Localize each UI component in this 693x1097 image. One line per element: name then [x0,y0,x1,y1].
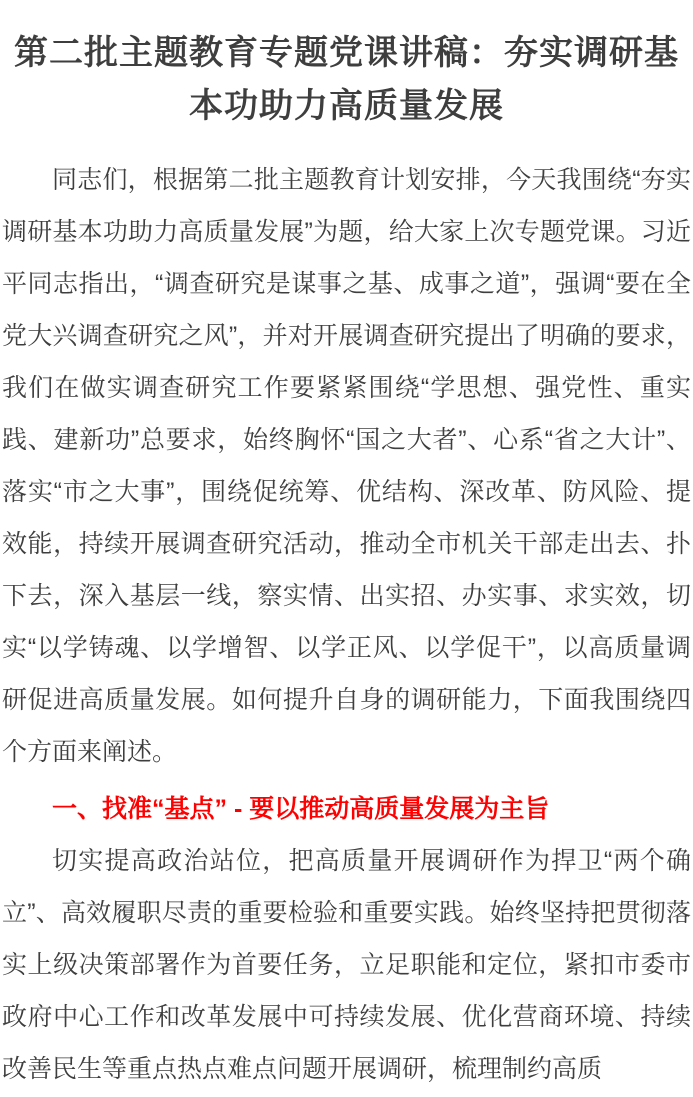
paragraph-section-1: 切实提高政治站位，把高质量开展调研作为捍卫“两个确立”、高效履职尽责的重要检验和重要实践。始终坚持把贯彻落实上级决策部署作为首要任务，立足职能和定位，紧扣市委市政府中心工作和改革发展中可持续发展、优化营商环境、持续改善民生等重点热点难点问题开展调研，梳理制约高质 [2,847,691,1083]
section-heading-1: 一、找准“基点” - 要以推动高质量发展为主旨 [52,795,550,823]
paragraph-intro: 同志们，根据第二批主题教育计划安排，今天我围绕“夯实调研基本功助力高质量发展”为题，给大家上次专题党课。习近平同志指出，“调查研究是谋事之基、成事之道”，强调“要在全党大兴调查研究之风”，并对开展调查研究提出了明确的要求，我们在做实调查研究工作要紧紧围绕“学思想、强党性、重实践、建新功”总要求，始终胸怀“国之大者”、心系“省之大计”、落实“市之大事”，围绕促统筹、优结构、深改革、防风险、提效能，持续开展调查研究活动，推动全市机关干部走出去、扑下去，深入基层一线，察实情、出实招、办实事、求实效，切实“以学铸魂、以学增智、以学正风、以学促干”，以高质量调研促进高质量发展。如何提升自身的调研能力，下面我围绕四个方面来阐述。 [2,166,691,766]
document-title: 第二批主题教育专题党课讲稿：夯实调研基本功助力高质量发展 [14,34,679,125]
